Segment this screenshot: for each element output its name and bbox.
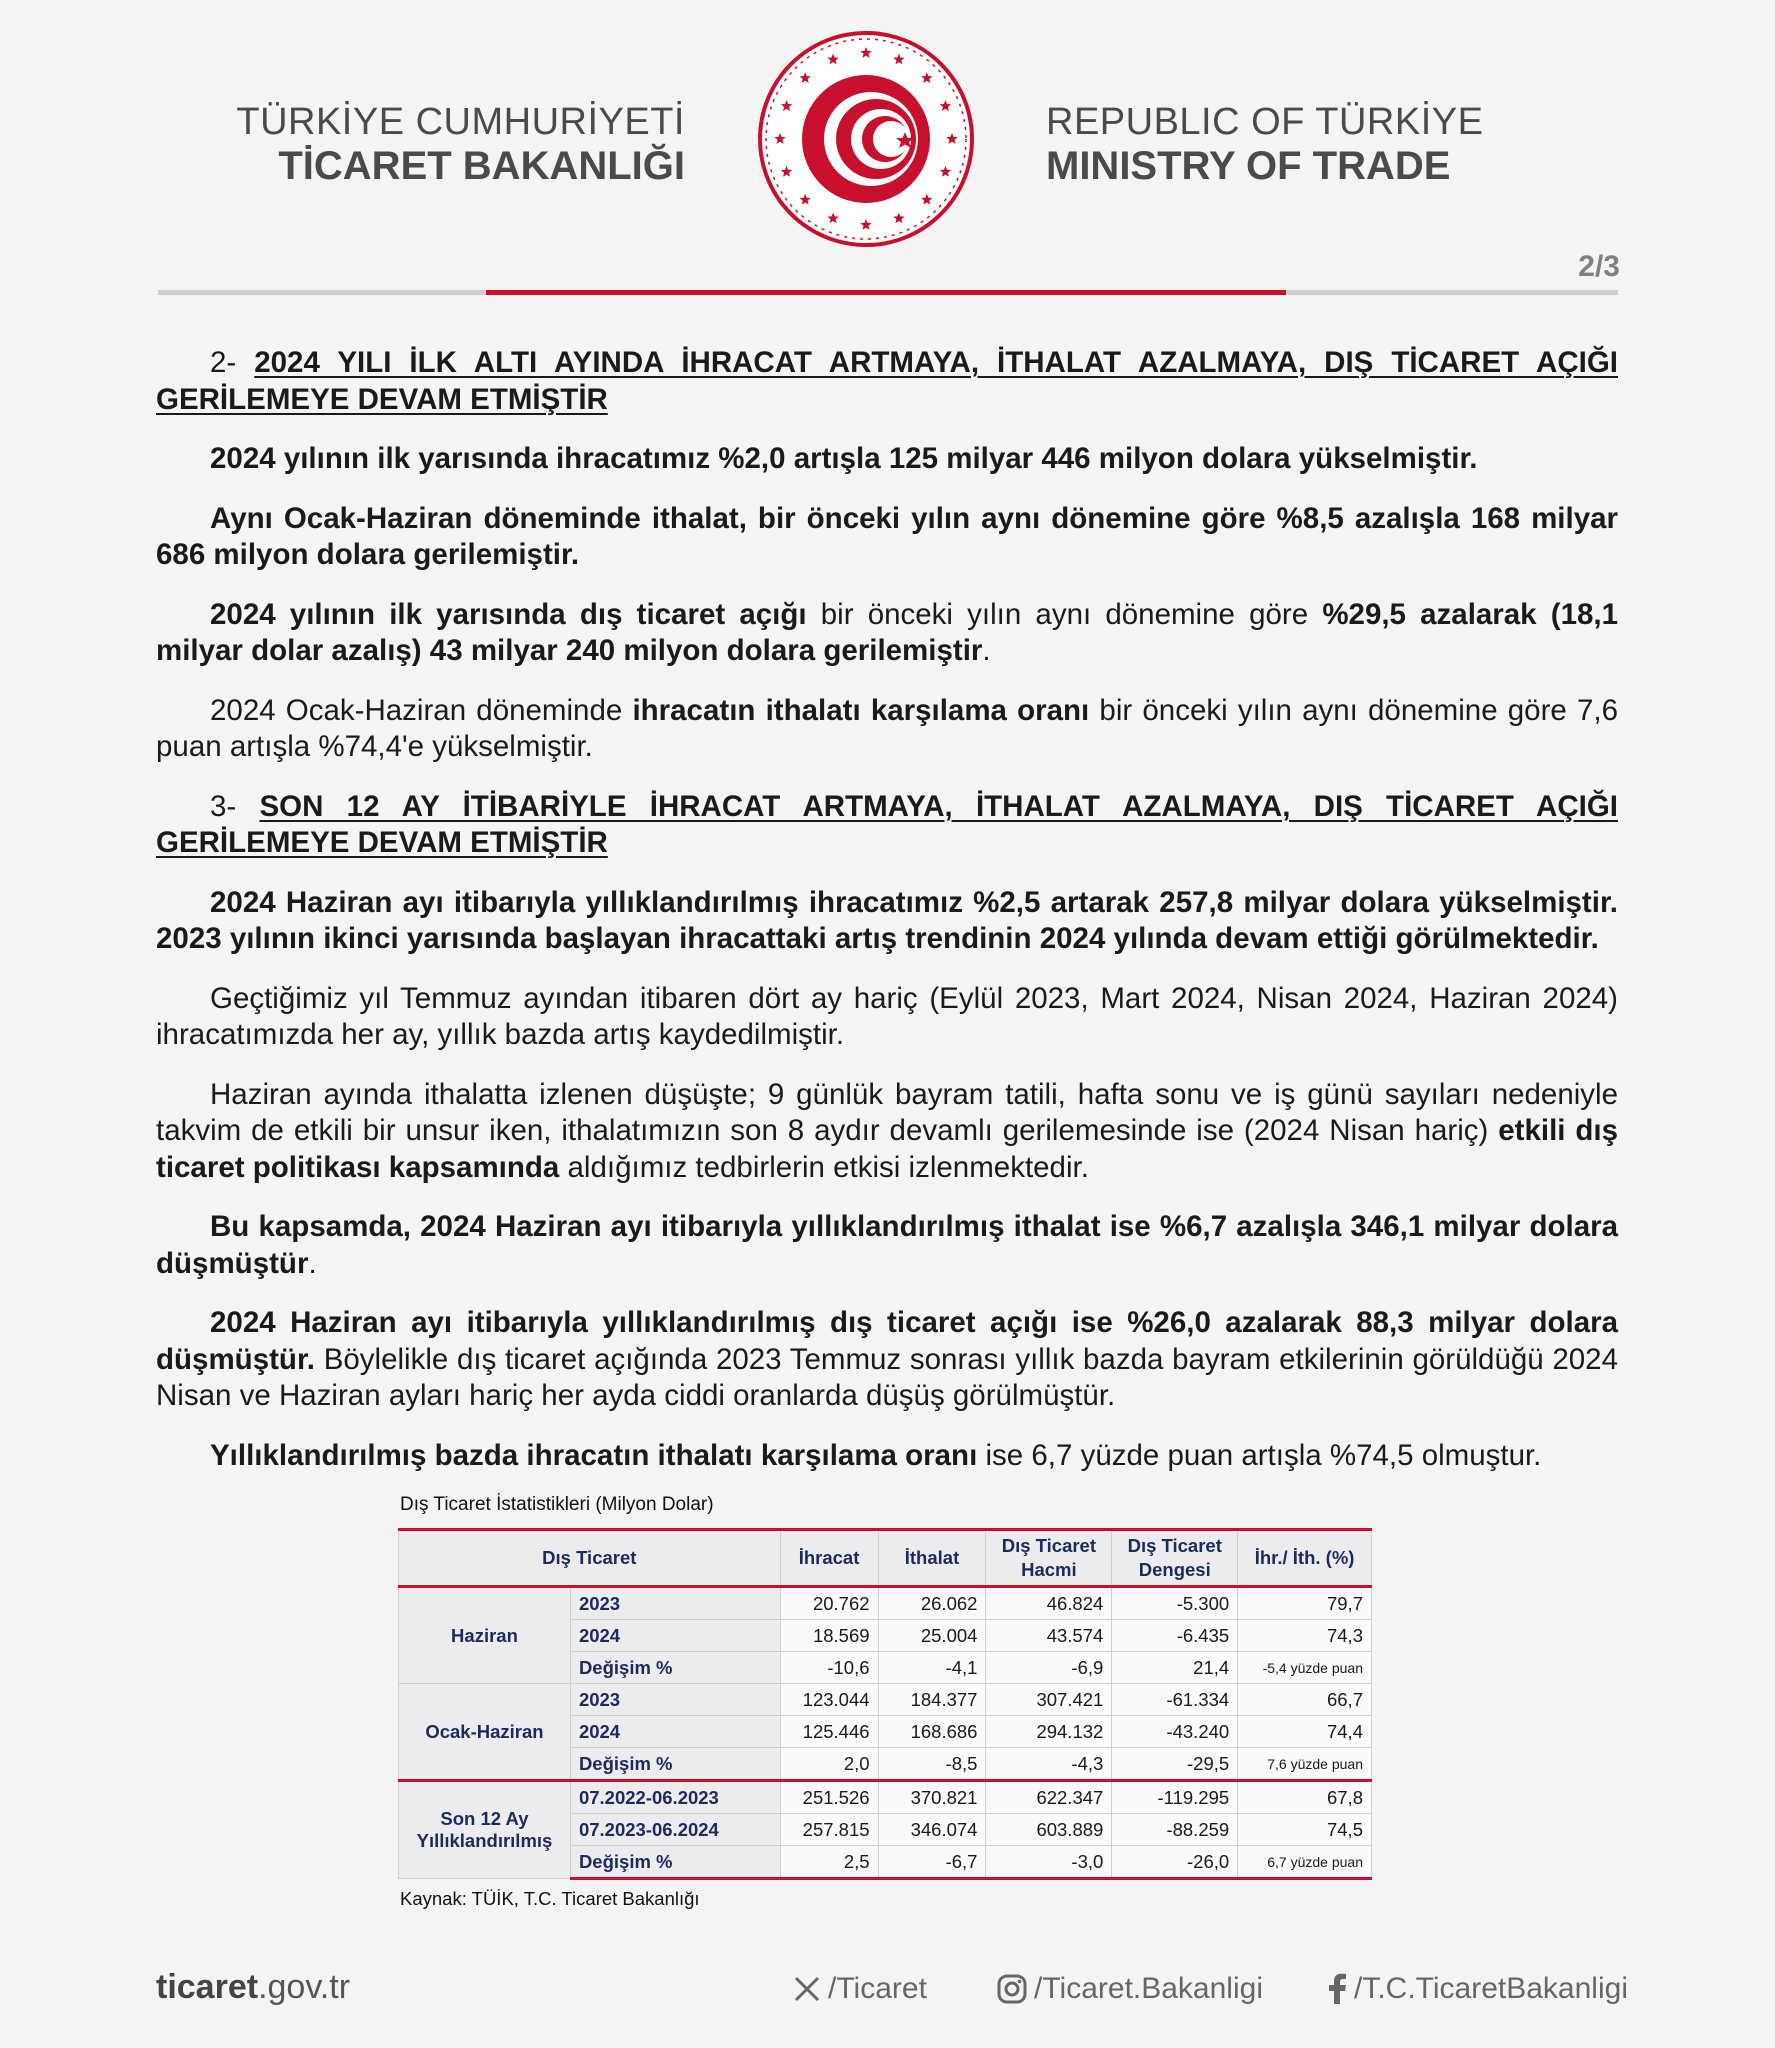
section3-para6 bbox=[156, 1438, 1618, 1475]
section2-para3-text: bir önceki yılın aynı dönemine göre bbox=[806, 597, 1323, 631]
header-denge: Dış Ticaret Dengesi bbox=[1112, 1530, 1238, 1587]
cell-oran: 7,6 yüzde puan bbox=[1238, 1748, 1372, 1781]
facebook-icon bbox=[1326, 1973, 1348, 2005]
cell-hacim: -3,0 bbox=[986, 1846, 1112, 1879]
cell-denge: -61.334 bbox=[1112, 1684, 1238, 1716]
cell-ihracat: 18.569 bbox=[780, 1620, 878, 1652]
footer-site-rest: .gov.tr bbox=[258, 1968, 351, 2006]
table-header-row bbox=[399, 1530, 1372, 1587]
section3-para3-text1: Haziran ayında ithalatta izlenen düşüşte; 9 günlük bayram tatili, hafta sonu ve iş günü sayıları nedeniyle takvim de etkili bir unsur iken, ithalatımızın son 8 aydır devamlı gerilemesinde ise (2024 Nisan hariç) bbox=[156, 1077, 1618, 1147]
row-label: 2024 bbox=[570, 1620, 780, 1652]
document-body bbox=[156, 345, 1618, 1497]
instagram-icon bbox=[996, 1973, 1028, 2005]
section3-para5-bold: 2024 Haziran ayı itibarıyla yıllıklandırılmış dış ticaret açığı ise %26,0 azalarak 88,3 milyar dolara düşmüştür. bbox=[156, 1306, 1618, 1376]
footer-x-handle: /Ticaret bbox=[828, 1972, 927, 2005]
table-title: Dış Ticaret İstatistikleri (Milyon Dolar) bbox=[400, 1494, 714, 1515]
section2-para3-bold2: %29,5 azalarak (18,1 milyar dolar azalış) 43 milyar 240 milyon dolara gerilemiştir bbox=[156, 597, 1618, 667]
footer-instagram-handle: /Ticaret.Bakanligi bbox=[1034, 1972, 1263, 2005]
row-label: 2023 bbox=[570, 1587, 780, 1620]
section2-heading bbox=[156, 345, 1618, 418]
section3-para3-bold: etkili dış ticaret politikası kapsamında bbox=[156, 1114, 1618, 1184]
group-label-haziran: Haziran bbox=[399, 1587, 571, 1684]
section3-para2: Geçtiğimiz yıl Temmuz ayından itibaren dört ay hariç (Eylül 2023, Mart 2024, Nisan 2024, Haziran 2024) ihracatımızda her ay, yıllık bazda artış kaydedilmiştir. bbox=[156, 981, 1618, 1051]
cell-oran: 74,3 bbox=[1238, 1620, 1372, 1652]
section2-para4-text1: 2024 Ocak-Haziran döneminde bbox=[210, 693, 633, 727]
section3-heading bbox=[156, 789, 1618, 862]
cell-denge: -88.259 bbox=[1112, 1814, 1238, 1846]
cell-ithalat: 184.377 bbox=[878, 1684, 986, 1716]
cell-ihracat: 257.815 bbox=[780, 1814, 878, 1846]
cell-ihracat: 125.446 bbox=[780, 1716, 878, 1748]
row-label: Değişim % bbox=[570, 1748, 780, 1781]
section3-para1 bbox=[156, 885, 1618, 958]
cell-ithalat: 26.062 bbox=[878, 1587, 986, 1620]
group-label-line2: Yıllıklandırılmış bbox=[416, 1830, 553, 1851]
footer-website-link[interactable] bbox=[156, 1968, 350, 2007]
section2-para3-end: . bbox=[982, 634, 991, 667]
header-left-line1: TÜRKİYE CUMHURİYETİ bbox=[236, 101, 685, 143]
header-right-line1: REPUBLIC OF TÜRKİYE bbox=[1046, 101, 1484, 143]
section3-para4-bold: Bu kapsamda, 2024 Haziran ayı itibarıyla yıllıklandırılmış ithalat ise %6,7 azalışla 346,1 milyar dolara düşmüştür bbox=[156, 1210, 1618, 1280]
footer-facebook-handle: /T.C.TicaretBakanligi bbox=[1354, 1972, 1628, 2005]
cell-ithalat: 168.686 bbox=[878, 1716, 986, 1748]
cell-denge: -6.435 bbox=[1112, 1620, 1238, 1652]
cell-denge: -5.300 bbox=[1112, 1587, 1238, 1620]
group-label-ocak-haziran: Ocak-Haziran bbox=[399, 1684, 571, 1781]
row-label: Değişim % bbox=[570, 1652, 780, 1684]
footer-facebook-link[interactable] bbox=[1326, 1972, 1628, 2006]
cell-ithalat: 25.004 bbox=[878, 1620, 986, 1652]
footer-instagram-link[interactable] bbox=[996, 1972, 1263, 2006]
row-label: 07.2023-06.2024 bbox=[570, 1814, 780, 1846]
cell-hacim: -4,3 bbox=[986, 1748, 1112, 1781]
section2-para2-text: Aynı Ocak-Haziran döneminde ithalat, bir önceki yılın aynı dönemine göre %8,5 azalışla 168 milyar 686 milyon dolara gerilemiştir. bbox=[156, 501, 1618, 571]
cell-oran: 66,7 bbox=[1238, 1684, 1372, 1716]
section3-number: 3- bbox=[210, 789, 237, 823]
cell-ithalat: 370.821 bbox=[878, 1781, 986, 1814]
cell-denge: -43.240 bbox=[1112, 1716, 1238, 1748]
header-divider bbox=[158, 290, 1618, 295]
cell-denge: -29,5 bbox=[1112, 1748, 1238, 1781]
cell-ihracat: 20.762 bbox=[780, 1587, 878, 1620]
section2-para1 bbox=[156, 441, 1618, 478]
cell-ithalat: -4,1 bbox=[878, 1652, 986, 1684]
cell-denge: -26,0 bbox=[1112, 1846, 1238, 1879]
x-logo-icon bbox=[792, 1974, 822, 2004]
cell-ihracat: 2,5 bbox=[780, 1846, 878, 1879]
cell-ihracat: -10,6 bbox=[780, 1652, 878, 1684]
section2-number: 2- bbox=[210, 346, 237, 379]
ministry-emblem-icon bbox=[755, 28, 977, 250]
cell-ihracat: 2,0 bbox=[780, 1748, 878, 1781]
cell-ihracat: 251.526 bbox=[780, 1781, 878, 1814]
section2-para2 bbox=[156, 501, 1618, 574]
cell-oran: 79,7 bbox=[1238, 1587, 1372, 1620]
section3-title: SON 12 AY İTİBARİYLE İHRACAT ARTMAYA, İTHALAT AZALMAYA, DIŞ TİCARET AÇIĞI GERİLEMEYE DEVAM ETMİŞTİR bbox=[156, 789, 1618, 859]
row-label: 2023 bbox=[570, 1684, 780, 1716]
row-label: 07.2022-06.2023 bbox=[570, 1781, 780, 1814]
cell-hacim: 603.889 bbox=[986, 1814, 1112, 1846]
cell-hacim: 307.421 bbox=[986, 1684, 1112, 1716]
cell-ithalat: -6,7 bbox=[878, 1846, 986, 1879]
header-ihracat: İhracat bbox=[780, 1530, 878, 1587]
section2-para3-bold1: 2024 yılının ilk yarısında dış ticaret açığı bbox=[210, 597, 807, 631]
row-label: Değişim % bbox=[570, 1846, 780, 1879]
cell-ihracat: 123.044 bbox=[780, 1684, 878, 1716]
cell-oran: -5,4 yüzde puan bbox=[1238, 1652, 1372, 1684]
section2-para1-text: 2024 yılının ilk yarısında ihracatımız %2,0 artışla 125 milyar 446 milyon dolara yükselmiştir. bbox=[210, 442, 1478, 475]
cell-oran: 67,8 bbox=[1238, 1781, 1372, 1814]
table-row bbox=[399, 1587, 1372, 1620]
page-number: 2/3 bbox=[1578, 250, 1620, 283]
header-right bbox=[1046, 100, 1546, 188]
header-divider-accent bbox=[486, 290, 1286, 295]
cell-oran: 74,5 bbox=[1238, 1814, 1372, 1846]
header-hacim: Dış Ticaret Hacmi bbox=[986, 1530, 1112, 1587]
header-oran: İhr./ İth. (%) bbox=[1238, 1530, 1372, 1587]
section3-para3-text2: aldığımız tedbirlerin etkisi izlenmektedir. bbox=[559, 1150, 1089, 1184]
section2-para3 bbox=[156, 597, 1618, 670]
cell-denge: -119.295 bbox=[1112, 1781, 1238, 1814]
section2-para4-text2: bir önceki yılın aynı dönemine göre 7,6 puan artışla %74,4'e yükselmiştir. bbox=[156, 693, 1618, 763]
cell-ithalat: -8,5 bbox=[878, 1748, 986, 1781]
cell-hacim: 46.824 bbox=[986, 1587, 1112, 1620]
section2-para4-bold: ihracatın ithalatı karşılama oranı bbox=[632, 693, 1090, 727]
cell-oran: 6,7 yüzde puan bbox=[1238, 1846, 1372, 1879]
cell-hacim: 622.347 bbox=[986, 1781, 1112, 1814]
cell-hacim: 43.574 bbox=[986, 1620, 1112, 1652]
cell-hacim: 294.132 bbox=[986, 1716, 1112, 1748]
header-left-line2: TİCARET BAKANLIĞI bbox=[278, 144, 685, 188]
footer-x-link[interactable] bbox=[792, 1972, 927, 2006]
header-dis-ticaret: Dış Ticaret bbox=[399, 1530, 781, 1587]
header-left bbox=[200, 100, 685, 188]
section3-para3 bbox=[156, 1077, 1618, 1187]
trade-statistics-table bbox=[398, 1528, 1372, 1880]
cell-hacim: -6,9 bbox=[986, 1652, 1112, 1684]
group-label-son-12-ay bbox=[399, 1781, 571, 1879]
section3-para4 bbox=[156, 1209, 1618, 1282]
section3-para1-text: 2024 Haziran ayı itibarıyla yıllıklandırılmış ihracatımız %2,5 artarak 257,8 milyar dolara yükselmiştir. 2023 yılının ikinci yarısında başlayan ihracattaki artış trendinin 2024 yılında devam ettiği görülmektedir. bbox=[156, 885, 1618, 955]
section3-para5 bbox=[156, 1305, 1618, 1415]
header-right-line2: MINISTRY OF TRADE bbox=[1046, 144, 1451, 188]
cell-denge: 21,4 bbox=[1112, 1652, 1238, 1684]
section3-para6-bold: Yıllıklandırılmış bazda ihracatın ithalatı karşılama oranı bbox=[210, 1438, 978, 1472]
section3-para4-end: . bbox=[308, 1246, 317, 1280]
section3-para5-text: Böylelikle dış ticaret açığında 2023 Temmuz sonrası yıllık bazda bayram etkilerinin görüldüğü 2024 Nisan ve Haziran ayları hariç her ayda ciddi oranlarda düşüş görülmüştür. bbox=[156, 1342, 1618, 1412]
section2-title: 2024 YILI İLK ALTI AYINDA İHRACAT ARTMAYA, İTHALAT AZALMAYA, DIŞ TİCARET AÇIĞI GERİLEMEYE DEVAM ETMİŞTİR bbox=[156, 346, 1618, 416]
footer-site-bold: ticaret bbox=[156, 1968, 259, 2006]
cell-ithalat: 346.074 bbox=[878, 1814, 986, 1846]
table-source: Kaynak: TÜİK, T.C. Ticaret Bakanlığı bbox=[400, 1888, 700, 1909]
table-row bbox=[399, 1781, 1372, 1814]
row-label: 2024 bbox=[570, 1716, 780, 1748]
header-ithalat: İthalat bbox=[878, 1530, 986, 1587]
cell-oran: 74,4 bbox=[1238, 1716, 1372, 1748]
section2-para4 bbox=[156, 693, 1618, 766]
section3-para6-text: ise 6,7 yüzde puan artışla %74,5 olmuştur. bbox=[977, 1438, 1542, 1472]
group-label-line1: Son 12 Ay bbox=[440, 1808, 529, 1829]
table-row bbox=[399, 1684, 1372, 1716]
